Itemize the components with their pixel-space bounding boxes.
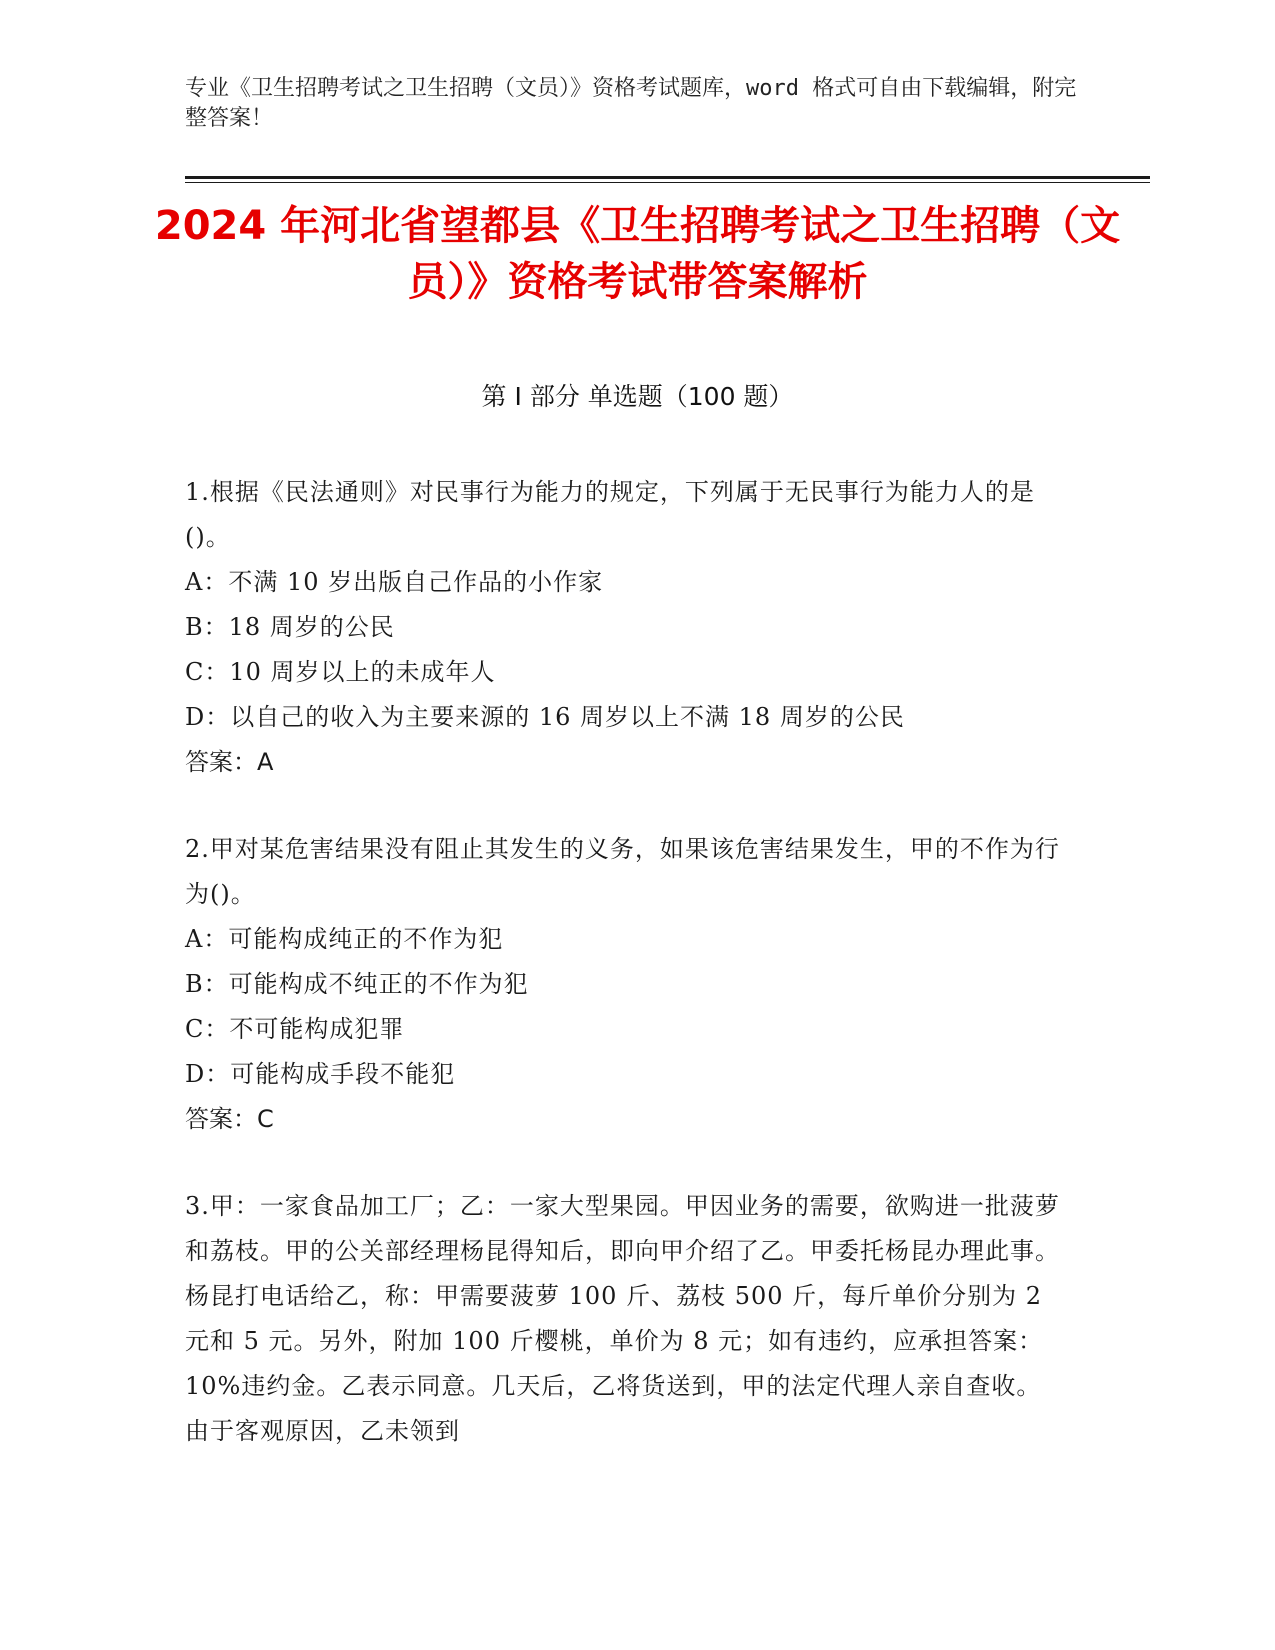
question-3 <box>185 1184 1065 1454</box>
header-divider-thin <box>185 182 1150 183</box>
option-d: D：以自己的收入为主要来源的 16 周岁以上不满 18 周岁的公民 <box>185 703 905 731</box>
option-c: C：不可能构成犯罪 <box>185 1015 405 1043</box>
question-stem: 3.甲：一家食品加工厂；乙：一家大型果园。甲因业务的需要，欲购进一批菠萝和荔枝。甲的公关部经理杨昆得知后，即向甲介绍了乙。甲委托杨昆办理此事。杨昆打电话给乙，称：甲需要菠萝 100 斤、荔枝 500 斤，每斤单价分别为 2 元和 5 元。另外，附加 100 斤樱桃，单价为 8 元；如有违约，应承担答案：10%违约金。乙表示同意。几天后，乙将货送到，甲的法定代理人亲自查收。由于客观原因，乙未领到 <box>185 1192 1060 1445</box>
question-2 <box>185 827 1065 1142</box>
question-stem: 1.根据《民法通则》对民事行为能力的规定，下列属于无民事行为能力人的是()。 <box>185 478 1035 551</box>
question-stem: 2.甲对某危害结果没有阻止其发生的义务，如果该危害结果发生，甲的不作为行为()。 <box>185 835 1060 908</box>
question-list <box>185 470 1065 1496</box>
answer: 答案：C <box>185 1105 274 1133</box>
section-title: 第 I 部分 单选题（100 题） <box>481 382 794 411</box>
option-a: A：可能构成纯正的不作为犯 <box>185 925 504 953</box>
option-b: B：可能构成不纯正的不作为犯 <box>185 970 529 998</box>
answer: 答案：A <box>185 748 274 776</box>
option-a: A：不满 10 岁出版自己作品的小作家 <box>185 568 604 596</box>
option-b: B：18 周岁的公民 <box>185 613 395 641</box>
document-title: 2024 年河北省望都县《卫生招聘考试之卫生招聘（文员）》资格考试带答案解析 <box>154 203 1121 305</box>
option-d: D：可能构成手段不能犯 <box>185 1060 456 1088</box>
question-1 <box>185 470 1065 785</box>
header-note: 专业《卫生招聘考试之卫生招聘（文员）》资格考试题库，word 格式可自由下载编辑，附完整答案！ <box>185 76 1077 131</box>
header-divider-thick <box>185 176 1150 179</box>
option-c: C：10 周岁以上的未成年人 <box>185 658 496 686</box>
